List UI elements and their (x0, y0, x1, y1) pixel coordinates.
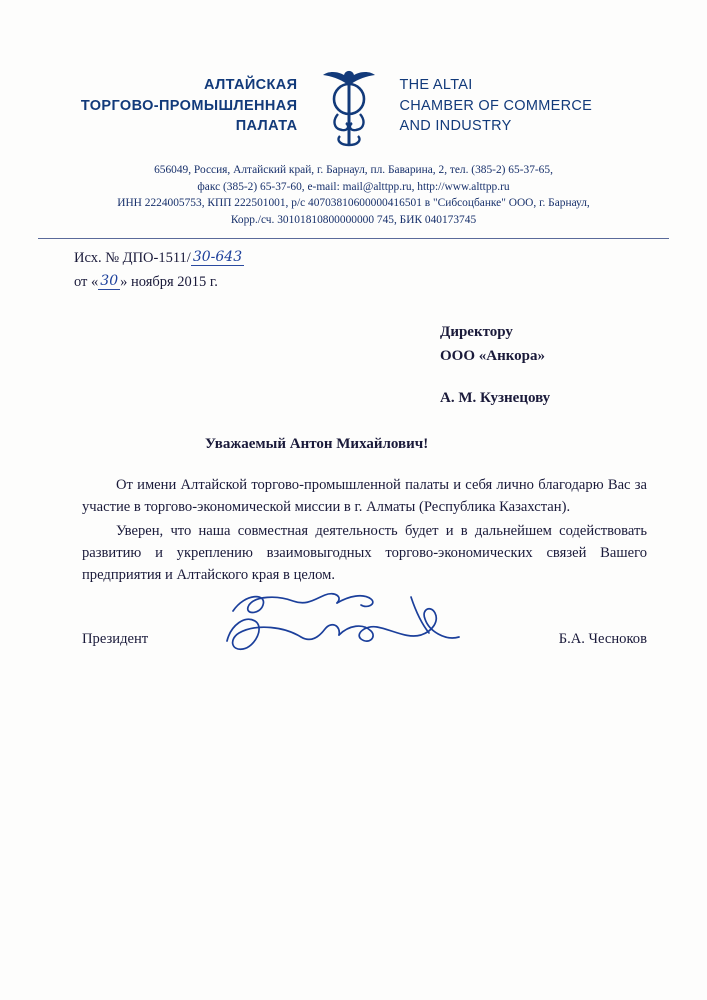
date-prefix: от « (74, 273, 99, 290)
outgoing-number-label: Исх. № ДПО-1511/ (74, 250, 191, 267)
contact-details (0, 162, 707, 228)
org-name-en-line-2: CHAMBER OF COMMERCE (399, 97, 593, 114)
body-paragraph-2: Уверен, что наша совместная деятельность будет и в дальнейшем содействовать развитию и укреплению взаимовыгодных торгово-экономических связей Вашего предприятия и Алтайского края в целом. (82, 522, 647, 583)
org-name-en-line-1: THE ALTAI (399, 77, 473, 94)
addressee-company: ООО «Анкора» (440, 348, 546, 365)
signer-name: Б.А. Чесноков (558, 630, 647, 647)
contact-line-1: 656049, Россия, Алтайский край, г. Барнаул, пл. Баварина, 2, тел. (385-2) 65-37-65, (154, 164, 553, 176)
addressee-block (0, 320, 707, 410)
date-suffix: » ноября 2015 г. (120, 273, 218, 290)
addressee-position: Директору (440, 324, 513, 341)
outgoing-date-line (74, 271, 404, 294)
org-name-ru-line-2: ТОРГОВО-ПРОМЫШЛЕННАЯ (80, 97, 298, 114)
org-name-ru-line-3: ПАЛАТА (235, 118, 298, 135)
org-name-en (400, 75, 630, 137)
contact-line-3: ИНН 2224005753, КПП 222501001, р/с 40703810600000416501 в "Сибсоцбанке" ООО, г. Барнаул, (117, 197, 590, 210)
contact-line-2: факс (385-2) 65-37-60, e-mail: mail@alttpp.ru, http://www.alttpp.ru (197, 180, 510, 193)
signature-block (0, 631, 707, 648)
body-paragraph-1: От имени Алтайской торгово-промышленной палаты и себя лично благодарю Вас за участие в торгово-экономической миссии в г. Алматы (Республика Казахстан). (82, 477, 647, 515)
date-day-handwritten: 30 (100, 272, 119, 289)
outgoing-reference (74, 247, 404, 294)
contact-line-4: Корр./сч. 30101810800000000 745, БИК 040173745 (230, 213, 477, 226)
letterhead (0, 0, 707, 146)
letter-body (0, 475, 707, 586)
handwritten-signature (215, 587, 505, 657)
signer-position: Президент (82, 630, 149, 647)
org-name-ru-line-1: АЛТАЙСКАЯ (204, 77, 298, 94)
header-divider (38, 238, 669, 239)
outgoing-number-line (74, 247, 404, 270)
org-name-ru (78, 75, 298, 137)
addressee-name: А. М. Кузнецову (440, 390, 551, 407)
salutation: Уважаемый Антон Михайлович! (205, 436, 429, 453)
caduceus-logo (312, 66, 386, 146)
outgoing-number-handwritten: 30-643 (192, 249, 243, 266)
org-name-en-line-3: AND INDUSTRY (399, 118, 512, 135)
